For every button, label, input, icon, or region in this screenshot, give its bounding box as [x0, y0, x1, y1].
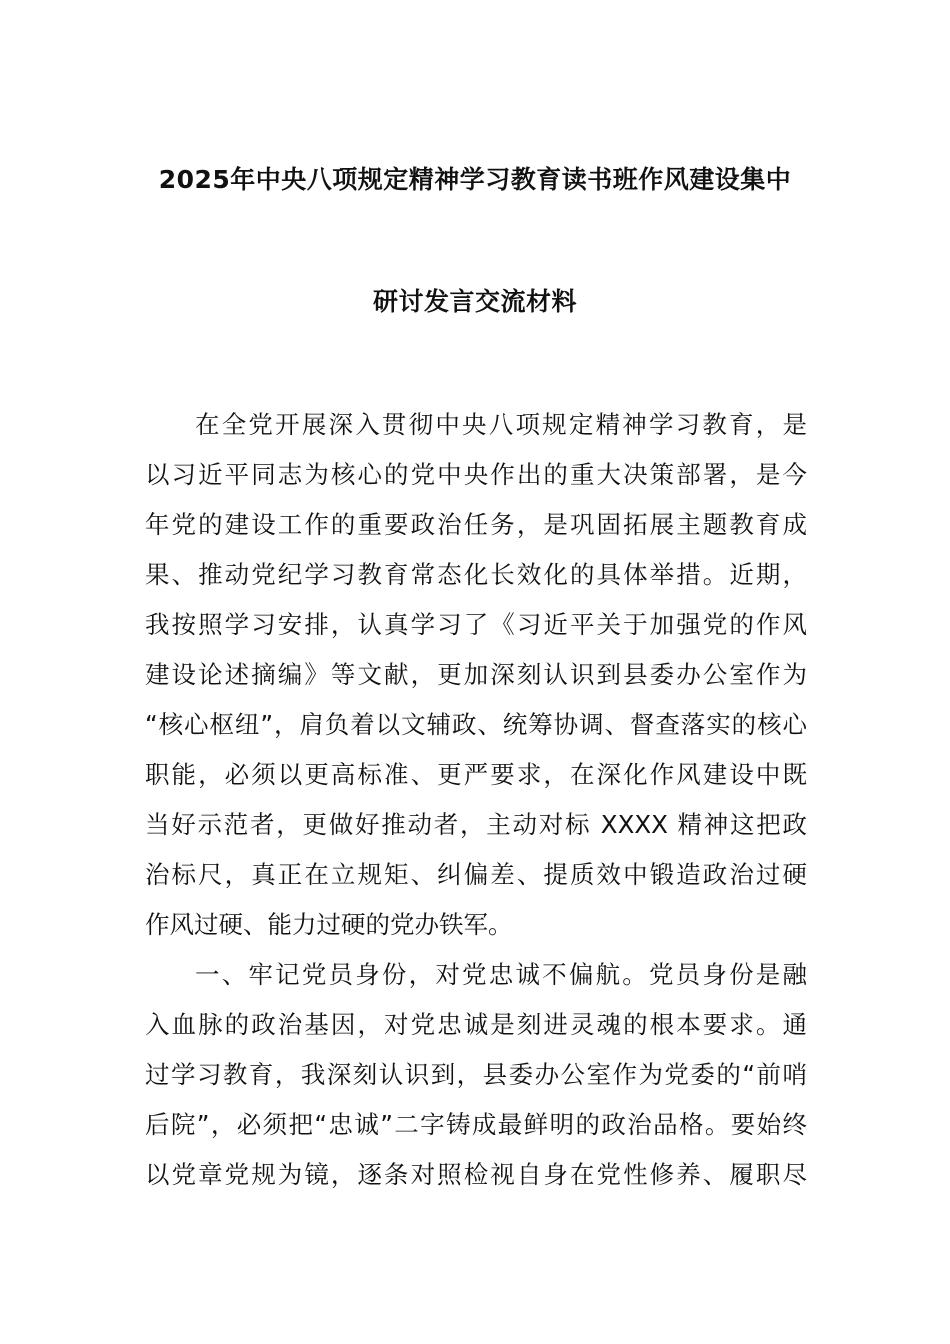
paragraph-line: 我按照学习安排，认真学习了《习近平关于加强党的作风: [145, 610, 807, 639]
document-title-line-1: 2025年中央八项规定精神学习教育读书班作风建设集中: [158, 165, 792, 194]
paragraph-line: 后院”，必须把“忠诚”二字铸成最鲜明的政治品格。要始终: [145, 1110, 807, 1139]
paragraph-line: 作风过硬、能力过硬的党办铁军。: [145, 910, 513, 939]
paragraph-line: 职能，必须以更高标准、更严要求，在深化作风建设中既: [145, 760, 807, 789]
paragraph-line: 治标尺，真正在立规矩、纠偏差、提质效中锻造政治过硬: [145, 860, 807, 889]
paragraph-line: 以习近平同志为核心的党中央作出的重大决策部署，是今: [145, 460, 807, 489]
paragraph-line: 年党的建设工作的重要政治任务，是巩固拓展主题教育成: [145, 510, 807, 539]
paragraph-line: 入血脉的政治基因，对党忠诚是刻进灵魂的根本要求。通: [145, 1010, 807, 1039]
paragraph-line: “核心枢纽”，肩负着以文辅政、统筹协调、督查落实的核心: [145, 710, 807, 739]
paragraph-line: 果、推动党纪学习教育常态化长效化的具体举措。近期，: [145, 560, 807, 589]
paragraph-line: 过学习教育，我深刻认识到，县委办公室作为党委的“前哨: [145, 1060, 807, 1089]
paragraph-line: 在全党开展深入贯彻中央八项规定精神学习教育，是: [195, 410, 807, 439]
document-title-line-2: 研讨发言交流材料: [372, 287, 577, 316]
paragraph-line: 以党章党规为镜，逐条对照检视自身在党性修养、履职尽: [145, 1160, 807, 1189]
document-body: [145, 400, 807, 1200]
paragraph-line: 建设论述摘编》等文献，更加深刻认识到县委办公室作为: [145, 660, 807, 689]
paragraph-line: 当好示范者，更做好推动者，主动对标 XXXX 精神这把政: [145, 810, 807, 839]
paragraph-line: 一、牢记党员身份，对党忠诚不偏航。党员身份是融: [195, 960, 807, 989]
